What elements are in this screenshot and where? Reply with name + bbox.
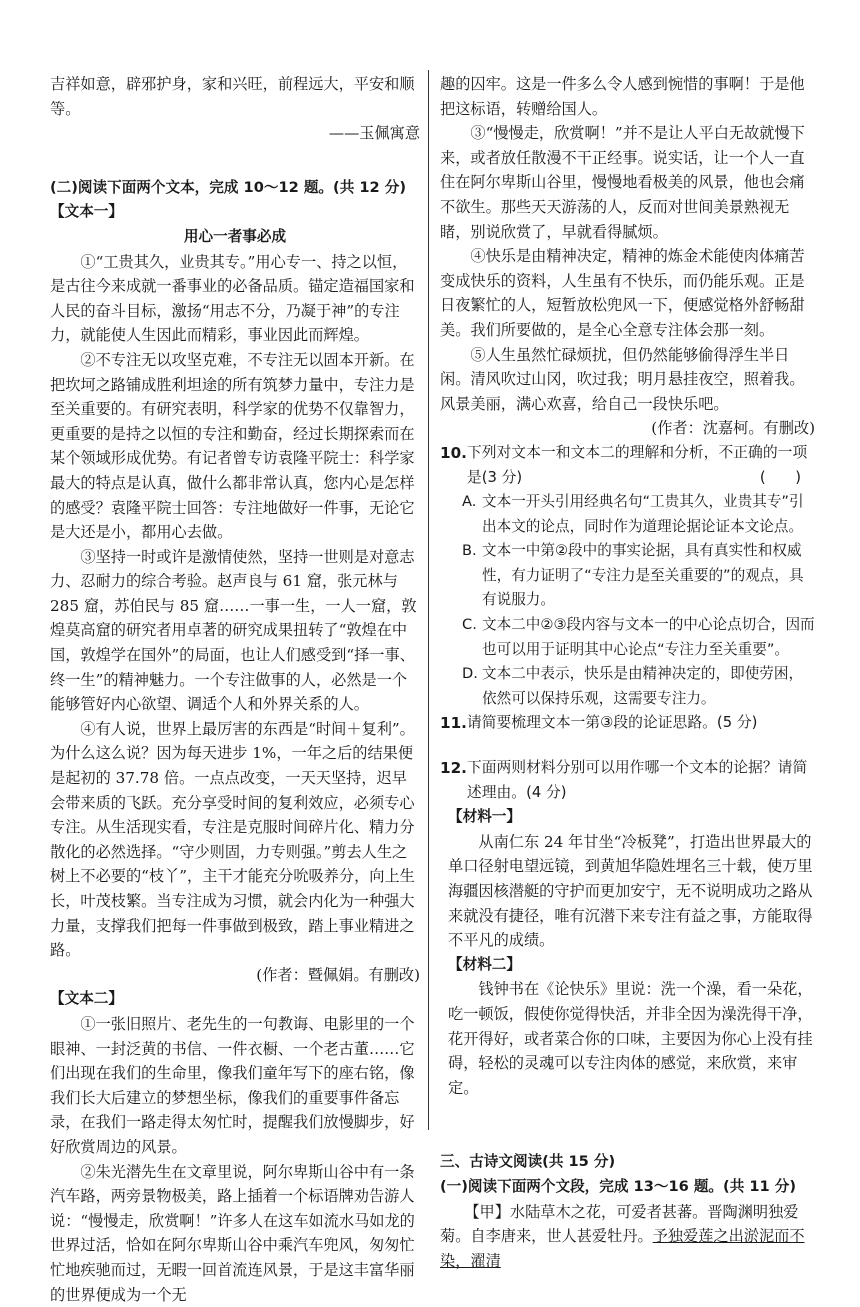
text1-para-3: ③坚持一时或许是激情使然，坚持一世则是对意志力、忍耐力的综合考验。赵声良与 61 窟，张元林与 285 窟，苏伯民与 85 窟……一事一生，一人一窟，敦煌莫高窟的研究者用卓著的研究成果扭转了“敦煌在中国，敦煌学在国外”的局面，也让人们感受到“择一事、终一生”的精神魅力。一个专注做事的人，必然是一个能够管好内心欲望、调适个人和外界关系的人。 (50, 547, 417, 714)
question-number: 12. (440, 759, 467, 778)
option-key: D. (462, 665, 478, 683)
text2-para-5: ⑤人生虽然忙碌烦扰，但仍然能够偷得浮生半日闲。清风吹过山冈，吹过我；明月悬挂夜空，照着我。风景美丽，满心欢喜，给自己一段快乐吧。 (440, 345, 805, 413)
text-a-underlined: 予独爱莲之出淤泥而不染，濯清 (440, 1227, 805, 1270)
section-heading: (二)阅读下面两个文本，完成 10～12 题。(共 12 分) (50, 178, 407, 196)
right-column (440, 72, 815, 1273)
question-stem: 下面两则材料分别可以用作哪一个文本的论据？请简述理由。(4 分) (466, 759, 808, 801)
text2-para-1: ①一张旧照片、老先生的一句教诲、电影里的一个眼神、一封泛黄的书信、一件衣橱、一个老古董……它们出现在我们的生命里，像我们童年写下的座右铭，像我们长大后建立的梦想坐标，像我们的重要事件备忘录，在我们一路走得太匆忙时，提醒我们放慢脚步，好好欣赏周边的风景。 (50, 1014, 415, 1156)
text2-continued: 趣的囚牢。这是一件多么令人感到惋惜的事啊！于是他把这标语，转赠给国人。 (440, 75, 805, 118)
option-key: C. (462, 616, 477, 634)
section3-text-a (440, 1200, 815, 1274)
option-text: 文本二中②③段内容与文本一的中心论点切合，因而也可以用于证明其中心论点“专注力至关重要”。 (482, 616, 815, 658)
text2-source: (作者：沈嘉柯。有删改) (651, 419, 815, 438)
text1-source: (作者：暨佩娟。有删改) (256, 965, 420, 984)
answer-blank: ( ) (759, 468, 801, 486)
text1-label: 【文本一】 (50, 203, 123, 221)
text1-title: 用心一者事必成 (183, 227, 287, 245)
text1-para-4: ④有人说，世界上最厉害的东西是“时间＋复利”。为什么这么说？因为每天进步 1%，一年之后的结果便是起初的 37.78 倍。一点点改变，一天天坚持，迟早会带来质的飞跃。充分享受时间的复利效应，必须专心专注。从生活现实看，专注是克服时间碎片化、精力分散化的必然选择。“守少则固，力专则强。”剪去人生之树上不必要的“枝丫”，主干才能充分吮吸养分，向上生长，叶茂枝繁。当专注成为习惯，就会内化为一种强大力量，支撑我们把每一件事做到极致，踏上事业精进之路。 (50, 719, 415, 960)
text1-para-2: ②不专注无以攻坚克难，不专注无以固本开新。在把坎坷之路铺成胜利坦途的所有筑梦力量中，专注力是至关重要的。有研究表明，科学家的优势不仅靠智力，更重要的是持之以恒的专注和勤奋，经过长期探索而在某个领域形成优势。有记者曾专访袁隆平院士：科学家最大的特点是认真，做什么都非常认真，您内心是怎样的感受？袁隆平院士回答：专注地做好一件事，无论它是大还是小，都用心去做。 (50, 350, 415, 542)
option-d (440, 662, 815, 711)
material-2-label: 【材料二】 (448, 955, 521, 973)
option-a (440, 490, 815, 539)
text2-label: 【文本二】 (50, 990, 123, 1008)
question-number: 10. (440, 443, 467, 462)
column-divider (428, 70, 429, 1130)
section3-heading: 三、古诗文阅读(共 15 分) (440, 1153, 616, 1171)
intro-source: ——玉佩寓意 (328, 124, 420, 143)
section3-subheading: (一)阅读下面两个文段，完成 13～16 题。(共 11 分) (440, 1177, 797, 1195)
option-key: A. (462, 493, 477, 511)
question-11 (440, 711, 815, 736)
option-text: 文本一中第②段中的事实论据，具有真实性和权威性，有力证明了“专注力是至关重要的”的观点，具有说服力。 (482, 542, 804, 609)
answer-space (440, 1100, 815, 1150)
text-a-plain: 【甲】水陆草木之花，可爱者甚蕃。晋陶渊明独爱菊。自李唐来，世人甚爱牡丹。 (440, 1202, 799, 1246)
option-text: 文本一开头引用经典名句“工贵其久，业贵其专”引出本文的论点，同时作为道理论据论证本文论点。 (482, 493, 804, 535)
question-number: 11. (440, 714, 467, 733)
option-key: B. (462, 542, 477, 560)
material-2-text: 钱钟书在《论快乐》里说：洗一个澡，看一朵花，吃一顿饭，假使你觉得快活，并非全因为澡洗得干净，花开得好，或者菜合你的口味，主要因为你心上没有挂碍，轻松的灵魂可以专注肉体的感觉，来欣赏，来审定。 (448, 980, 813, 1097)
option-b (440, 539, 815, 613)
text2-para-3: ③“慢慢走，欣赏啊！”并不是让人平白无故就慢下来，或者放任散漫不干正经事。说实话，让一个人一直住在阿尔卑斯山谷里，慢慢地看极美的风景，他也会痛不欲生。那些天天游荡的人，反而对世间美景熟视无睹，别说欣赏了，早就看得腻烦。 (440, 124, 805, 241)
question-10 (440, 441, 815, 490)
intro-tail: 吉祥如意，辟邪护身，家和兴旺，前程远大，平安和顺等。 (50, 75, 415, 118)
text2-para-2: ②朱光潜先生在文章里说，阿尔卑斯山谷中有一条汽车路，两旁景物极美，路上插着一个标语牌劝告游人说：“慢慢走，欣赏啊！”许多人在这车如流水马如龙的世界过活，恰如在阿尔卑斯山谷中乘汽车兜风，匆匆忙忙地疾驰而过，无暇一回首流连风景，于是这丰富华丽的世界便成为一个无 (50, 1162, 415, 1304)
left-column (50, 72, 420, 1307)
answer-space (440, 736, 815, 756)
material-1-label: 【材料一】 (448, 808, 521, 826)
option-text: 文本二中表示，快乐是由精神决定的，即使劳困，依然可以保持乐观，这需要专注力。 (482, 665, 804, 707)
option-c (440, 613, 815, 662)
question-12 (440, 756, 815, 805)
text1-para-1: ①“工贵其久，业贵其专。”用心专一、持之以恒，是古往今来成就一番事业的必备品质。锚定造福国家和人民的奋斗目标，激扬“用志不分，乃凝于神”的专注力，就能使人生因此而精彩，事业因此而辉煌。 (50, 252, 415, 345)
question-stem: 下列对文本一和文本二的理解和分析，不正确的一项是(3 分) (466, 443, 808, 486)
question-stem: 请简要梳理文本一第③段的论证思路。(5 分) (466, 714, 758, 732)
material-1-text: 从南仁东 24 年甘坐“冷板凳”，打造出世界最大的单口径射电望远镜，到黄旭华隐姓埋名三十载，使万里海疆因核潜艇的守护而更加安宁，无不说明成功之路从来就没有捷径，唯有沉潜下来专注有益之事，方能取得不平凡的成绩。 (448, 832, 813, 950)
text2-para-4: ④快乐是由精神决定，精神的炼金术能使肉体痛苦变成快乐的资料，人生虽有不快乐，而仍能乐观。正是日夜繁忙的人，短暂放松兜风一下，便感觉格外舒畅甜美。我们所要做的，是全心全意专注体会那一刻。 (440, 247, 805, 339)
